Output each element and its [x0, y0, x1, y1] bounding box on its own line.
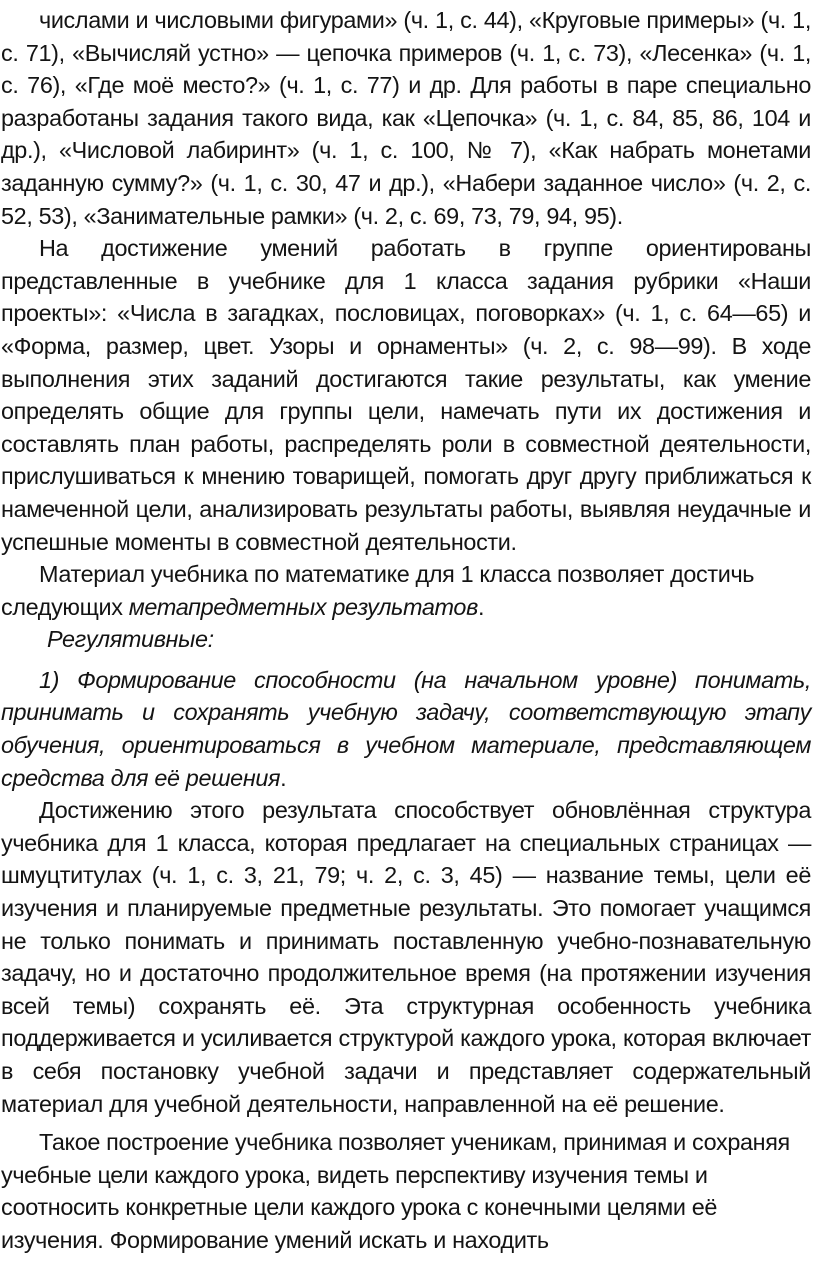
paragraph-result-1: [1, 656, 811, 794]
emphasis-metasubject-results: метапредметных результатов: [128, 593, 478, 620]
paragraph-structure: [1, 794, 811, 1120]
section-heading-regulative: [1, 623, 811, 656]
paragraph-continuation: [1, 4, 811, 232]
paragraph-period: .: [280, 764, 287, 791]
paragraph-construction: [1, 1120, 811, 1256]
paragraph-text: числами и числовыми фигурами» (ч. 1, с. 44), «Круговые примеры» (ч. 1, с. 71), «Вычисляй устно» — цепочка примеров (ч. 1, с. 73), «Лесенка» (ч. 1, с. 76), «Где моё место?» (ч. 1, с. 77) и др. Для работы в паре специально разработаны задания такого вида, как «Цепочка» (ч. 1, с. 84, 85, 86, 104 и др.), «Числовой лабиринт» (ч. 1, с. 100, № 7), «Как набрать монетами заданную сумму?» (ч. 1, с. 30, 47 и др.), «Набери заданное число» (ч. 2, с. 52, 53), «Занимательные рамки» (ч. 2, с. 69, 73, 79, 94, 95).: [1, 7, 811, 229]
paragraph-text: Такое построение учебника позволяет ученикам, принимая и сохраняя учебные цели каждого урока, видеть перспективу изучения темы и соотносить конкретные цели каждого урока с конечными целями её изучения. Формирование умений искать и находить: [1, 1129, 790, 1253]
paragraph-metasubject-intro: [1, 558, 811, 623]
paragraph-text: На достижение умений работать в группе ориентированы представленные в учебнике для 1 класса задания рубрики «Наши проекты»: «Числа в загадках, пословицах, поговорках» (ч. 1, с. 64—65) и «Форма, размер, цвет. Узоры и орнаменты» (ч. 2, с. 98—99). В ходе выполнения этих заданий достигаются такие результаты, как умение определять общие для группы цели, намечать пути их достижения и составлять план работы, распределять роли в совместной деятельности, прислушиваться к мнению товарищей, помогать друг другу приближаться к намеченной цели, анализировать результаты работы, выявляя неудачные и успешные моменты в совместной деятельности.: [1, 235, 811, 555]
paragraph-group-work: [1, 232, 811, 558]
heading-text: Регулятивные:: [47, 626, 214, 653]
paragraph-period: .: [477, 593, 485, 620]
paragraph-text: Материал учебника по математике для 1 класса позволяет достичь следующих: [1, 561, 755, 620]
paragraph-text: Достижению этого результата способствует обновлённая структура учебника для 1 класса, которая предлагает на специальных страницах — шмуцтитулах (ч. 1, с. 3, 21, 79; ч. 2, с. 3, 45) — название темы, цели её изучения и планируемые предметные результаты. Это помогает учащимся не только понимать и принимать поставленную учебно-познавательную задачу, но и достаточно продолжительное время (на протяжении изучения всей темы) сохранять её. Эта структурная особенность учебника поддерживается и усиливается структурой каждого урока, которая включает в себя постановку учебной задачи и представляет содержательный материал для учебной деятельности, направленной на её решение.: [1, 797, 811, 1117]
paragraph-text: 1) Формирование способности (на начальном уровне) понимать, принимать и сохранять учебную задачу, соответствующую этапу обучения, ориентироваться в учебном материале, представляющем средства для её решения: [1, 666, 811, 791]
